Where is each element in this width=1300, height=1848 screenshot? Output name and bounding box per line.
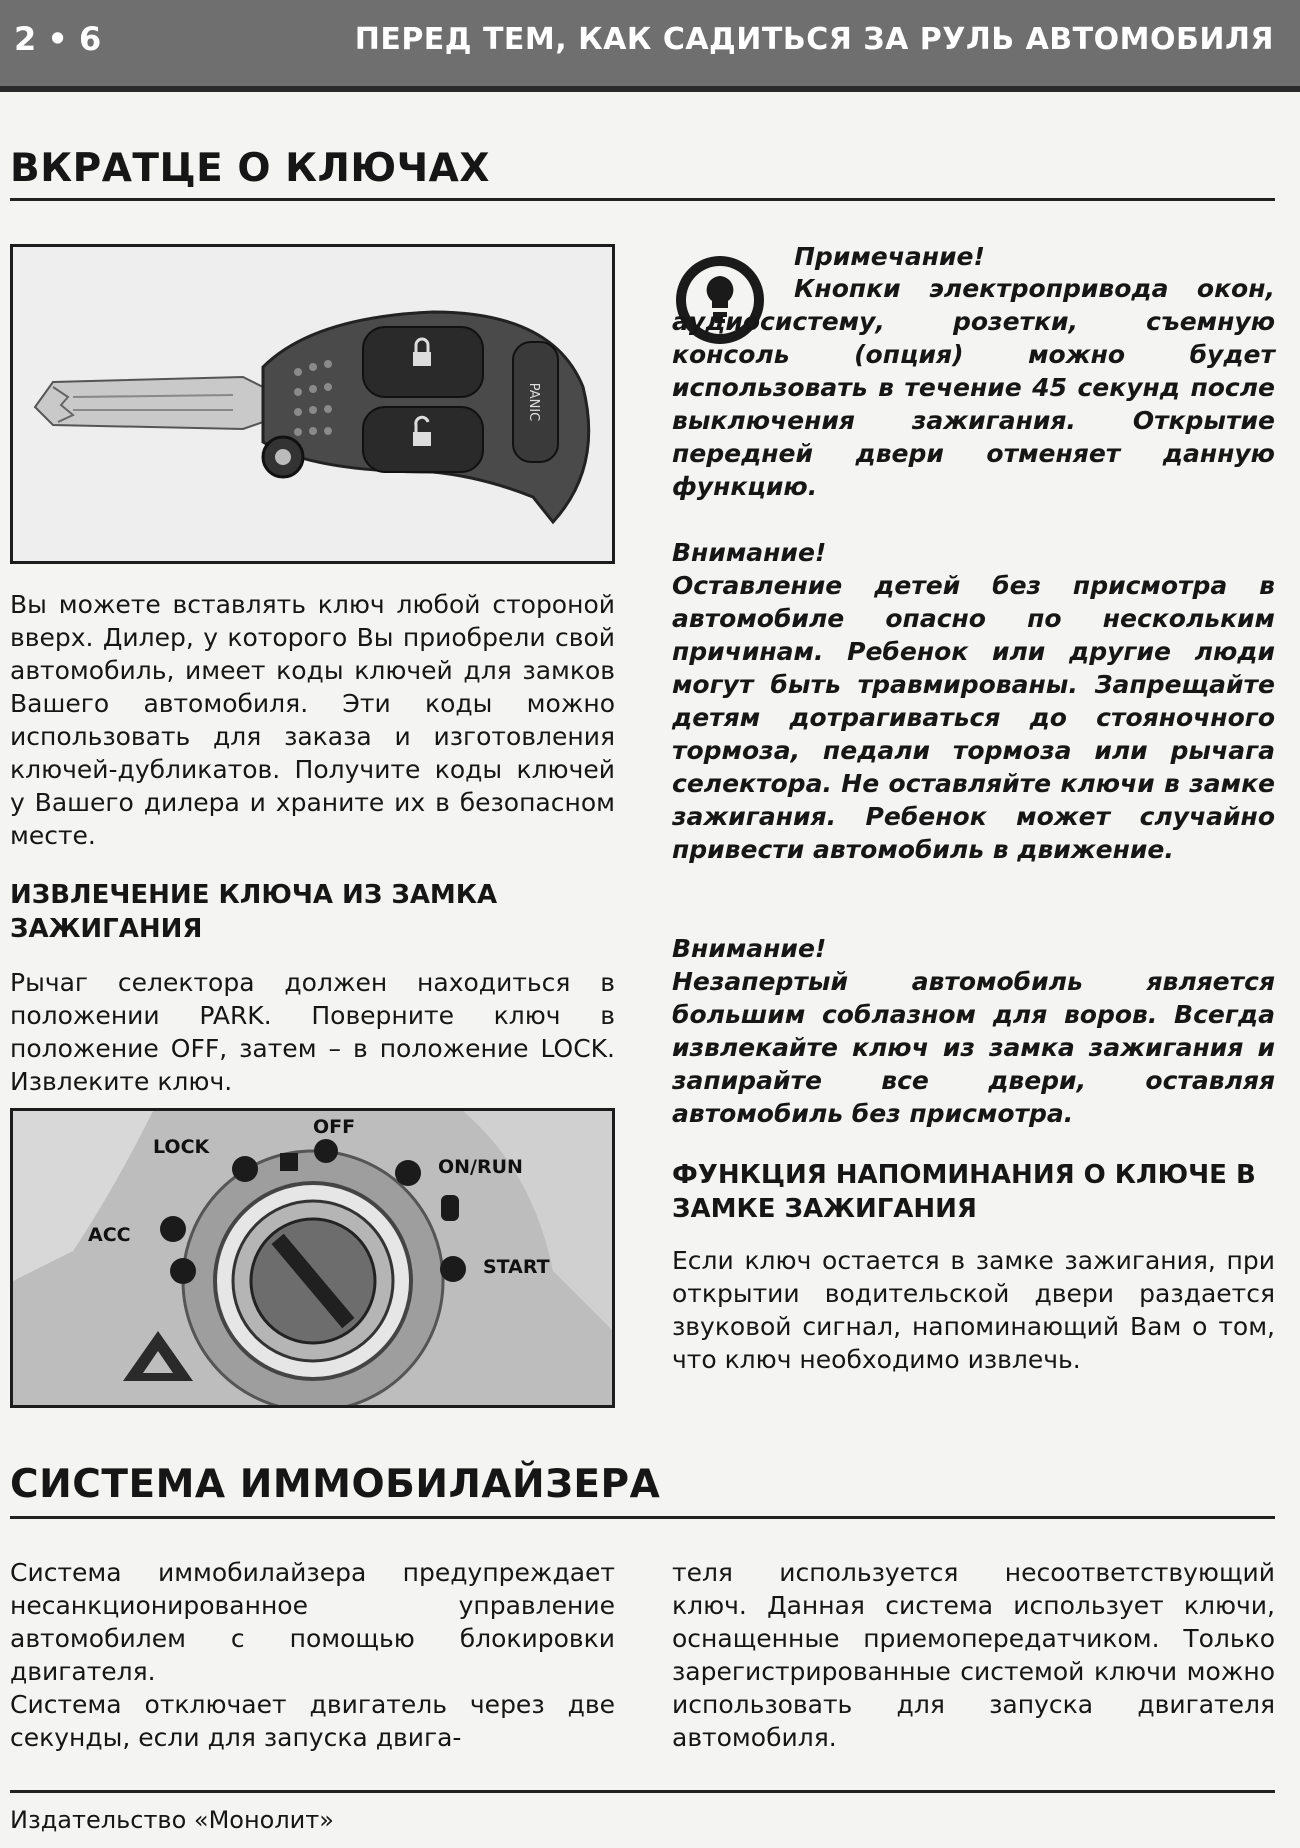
ignition-label-lock: LOCK (153, 1136, 210, 1158)
ignition-label-acc: ACC (88, 1224, 131, 1246)
immobilizer-paragraph-3: теля используется несоответствующий ключ. Данная система использует ключи, оснащенные приемопередатчиком. Только зарегистрированные системой ключи можно использовать для запуска двигателя автомобиля. (672, 1558, 1275, 1752)
ignition-label-on-run: ON/RUN (438, 1156, 523, 1178)
section-title-removal: ИЗВЛЕЧЕНИЕ КЛЮЧА ИЗ ЗАМКА ЗАЖИГАНИЯ (10, 880, 498, 944)
ignition-figure (10, 1108, 615, 1408)
immobilizer-paragraph-1: Система иммобилайзера предупреждает несанкционированное управление автомобилем с помощью блокировки двигателя. (10, 1558, 615, 1686)
section-title-immobilizer: СИСТЕМА ИММОБИЛАЙЗЕРА (10, 1462, 661, 1507)
ignition-label-off: OFF (313, 1116, 356, 1138)
immobilizer-paragraph-2: Система отключает двигатель через две секунды, если для запуска двига- (10, 1690, 615, 1752)
section-rule (10, 198, 1275, 201)
keys-paragraph: Вы можете вставлять ключ любой стороной вверх. Дилер, у которого Вы приобрели свой автомобиль, имеет коды ключей для замков Вашего автомобиля. Эти коды можно использовать для заказа и изготовления ключей-дубликатов. Получите коды ключей у Вашего дилера и храните их в безопасном месте. (10, 590, 615, 850)
panic-label: PANIC (526, 382, 541, 422)
note-title: Примечание! (794, 242, 985, 271)
warning-1-title: Внимание! (672, 538, 827, 567)
key-fob-figure (10, 244, 615, 564)
warning-2-text: Незапертый автомобиль является большим соблазном для воров. Всегда извлекайте ключ из замка зажигания и запирайте все двери, оставляя автомобиль без присмотра. (672, 967, 1275, 1128)
reminder-paragraph: Если ключ остается в замке зажигания, при открытии водительской двери раздается звуковой сигнал, напоминающий Вам о том, что ключ необходимо извлечь. (672, 1246, 1275, 1374)
warning-1-text: Оставление детей без присмотра в автомобиле опасно по нескольким причинам. Ребенок или другие люди могут быть травмированы. Запрещайте детям дотрагиваться до стояночного тормоза, педали тормоза или рычага селектора. Не оставляйте ключи в замке зажигания. Ребенок может случайно привести автомобиль в движение. (672, 571, 1275, 864)
publisher: Издательство «Монолит» (10, 1806, 334, 1834)
ignition-label-start: START (483, 1256, 550, 1278)
running-head: ПЕРЕД ТЕМ, КАК САДИТЬСЯ ЗА РУЛЬ АВТОМОБИЛЯ (354, 22, 1274, 57)
page-number: 2 • 6 (14, 20, 102, 58)
section-title-keys: ВКРАТЦЕ О КЛЮЧАХ (10, 146, 490, 191)
immobilizer-col-1 (10, 1556, 615, 1754)
page-header (0, 0, 1300, 92)
footer-rule (10, 1790, 1275, 1793)
section-rule (10, 1516, 1275, 1519)
section-title-reminder: ФУНКЦИЯ НАПОМИНАНИЯ О КЛЮЧЕ В ЗАМКЕ ЗАЖИГАНИЯ (672, 1160, 1256, 1224)
note-text: Кнопки электропривода окон, аудиосистему, розетки, съемную консоль (опция) можно будет использовать в течение 45 секунд после выключения зажигания. Открытие передней двери отменяет данную функцию. (672, 274, 1275, 501)
warning-2-title: Внимание! (672, 934, 827, 963)
removal-paragraph: Рычаг селектора должен находиться в положении PARK. Поверните ключ в положение OFF, затем – в положение LOCK. Извлеките ключ. (10, 968, 615, 1096)
